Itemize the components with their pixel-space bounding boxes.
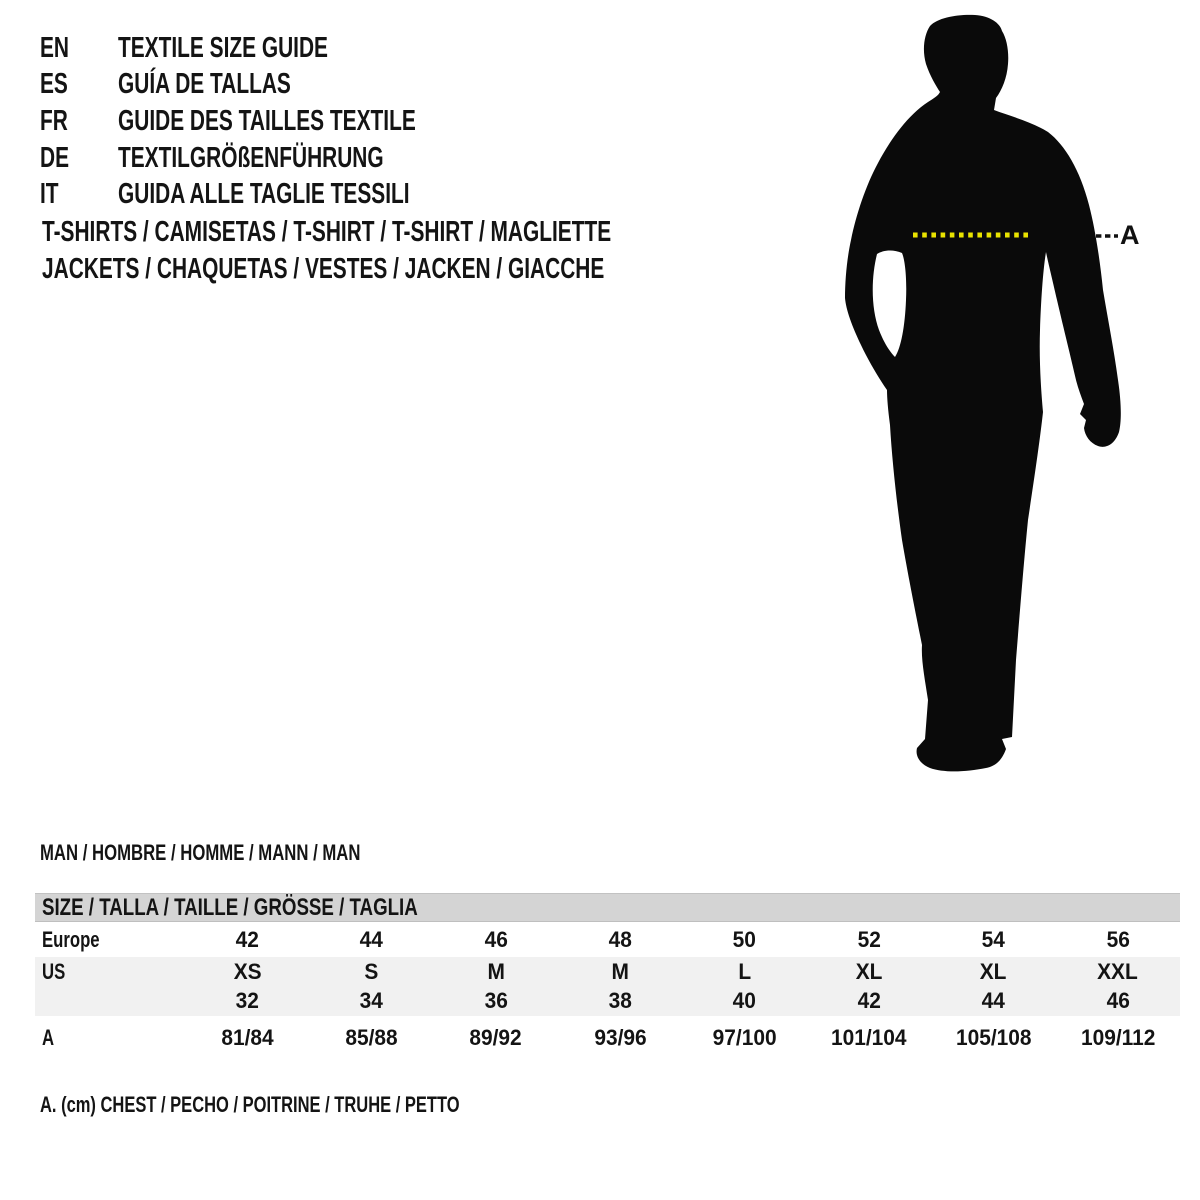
table-cell: S bbox=[364, 958, 379, 984]
legend-row-es bbox=[40, 67, 532, 104]
row-label bbox=[35, 988, 185, 1014]
legend-row-de bbox=[40, 140, 532, 177]
table-cell: 54 bbox=[981, 926, 1006, 952]
lang-title: GUÍA DE TALLAS bbox=[118, 68, 291, 101]
man-silhouette-figure bbox=[840, 8, 1200, 800]
table-cell: 38 bbox=[608, 988, 632, 1013]
table-row-us bbox=[35, 957, 1180, 986]
table-cell: 44 bbox=[359, 926, 384, 952]
table-cell: 44 bbox=[981, 988, 1006, 1013]
size-table-header-bar bbox=[35, 893, 1180, 922]
table-cell: 32 bbox=[235, 988, 259, 1013]
table-cell: 48 bbox=[608, 926, 632, 952]
legend-row-en bbox=[40, 30, 532, 67]
row-label: Europe bbox=[42, 926, 100, 952]
table-cell: XL bbox=[980, 958, 1007, 984]
table-cell: 93/96 bbox=[594, 1025, 647, 1050]
lang-code: DE bbox=[40, 141, 70, 174]
table-cell: 42 bbox=[235, 926, 259, 952]
legend-row-fr bbox=[40, 103, 532, 140]
table-cell: 40 bbox=[733, 988, 757, 1013]
row-label: A bbox=[42, 1025, 55, 1050]
table-cell: 101/104 bbox=[831, 1025, 907, 1050]
table-cell: 36 bbox=[484, 988, 508, 1013]
row-label: US bbox=[42, 958, 66, 984]
lang-title: TEXTILE SIZE GUIDE bbox=[118, 31, 328, 64]
lang-code: EN bbox=[40, 31, 70, 64]
table-cell: 97/100 bbox=[712, 1025, 777, 1050]
table-cell: 109/112 bbox=[1080, 1025, 1156, 1050]
lang-title: GUIDE DES TAILLES TEXTILE bbox=[118, 104, 416, 137]
table-cell: 81/84 bbox=[221, 1025, 274, 1050]
table-cell: 34 bbox=[359, 988, 384, 1013]
product-line-tshirts: T-SHIRTS / CAMISETAS / T-SHIRT / T-SHIRT / MAGLIETTE bbox=[42, 216, 612, 248]
language-legend bbox=[40, 30, 532, 213]
lang-code: IT bbox=[40, 178, 59, 211]
table-cell: XXL bbox=[1097, 958, 1139, 984]
lang-code: ES bbox=[40, 68, 68, 101]
lang-code: FR bbox=[40, 104, 68, 137]
legend-row-it bbox=[40, 176, 532, 213]
man-silhouette bbox=[845, 15, 1121, 772]
table-row-numeric bbox=[35, 986, 1180, 1016]
table-cell: XL bbox=[855, 958, 883, 984]
measurement-footnote: A. (cm) CHEST / PECHO / POITRINE / TRUHE / PETTO bbox=[40, 1092, 460, 1117]
man-silhouette-svg bbox=[840, 8, 1200, 800]
table-cell: 52 bbox=[857, 926, 881, 952]
lang-title: TEXTILGRÖßENFÜHRUNG bbox=[118, 141, 384, 174]
table-cell: XS bbox=[233, 958, 262, 984]
measure-label-a: A bbox=[1120, 220, 1140, 250]
table-row-europe bbox=[35, 922, 1180, 957]
section-title-man: MAN / HOMBRE / HOMME / MANN / MAN bbox=[40, 840, 361, 865]
product-line-jackets: JACKETS / CHAQUETAS / VESTES / JACKEN / GIACCHE bbox=[42, 253, 605, 285]
table-cell: M bbox=[487, 958, 505, 984]
table-cell: 42 bbox=[857, 988, 881, 1013]
table-cell: 46 bbox=[484, 926, 508, 952]
lang-title: GUIDA ALLE TAGLIE TESSILI bbox=[118, 178, 410, 211]
table-cell: 89/92 bbox=[469, 1025, 523, 1050]
table-cell: 105/108 bbox=[955, 1025, 1032, 1050]
table-cell: 46 bbox=[1106, 988, 1130, 1013]
table-cell: 50 bbox=[733, 926, 757, 952]
product-type-lines bbox=[42, 214, 833, 288]
table-cell: M bbox=[611, 958, 630, 984]
table-cell: L bbox=[738, 958, 752, 984]
table-cell: 85/88 bbox=[345, 1025, 398, 1050]
size-table-header-label: SIZE / TALLA / TAILLE / GRÖSSE / TAGLIA bbox=[42, 893, 418, 921]
size-table bbox=[35, 893, 1180, 1060]
table-row-chest-a bbox=[35, 1016, 1180, 1060]
table-cell: 56 bbox=[1106, 926, 1130, 952]
